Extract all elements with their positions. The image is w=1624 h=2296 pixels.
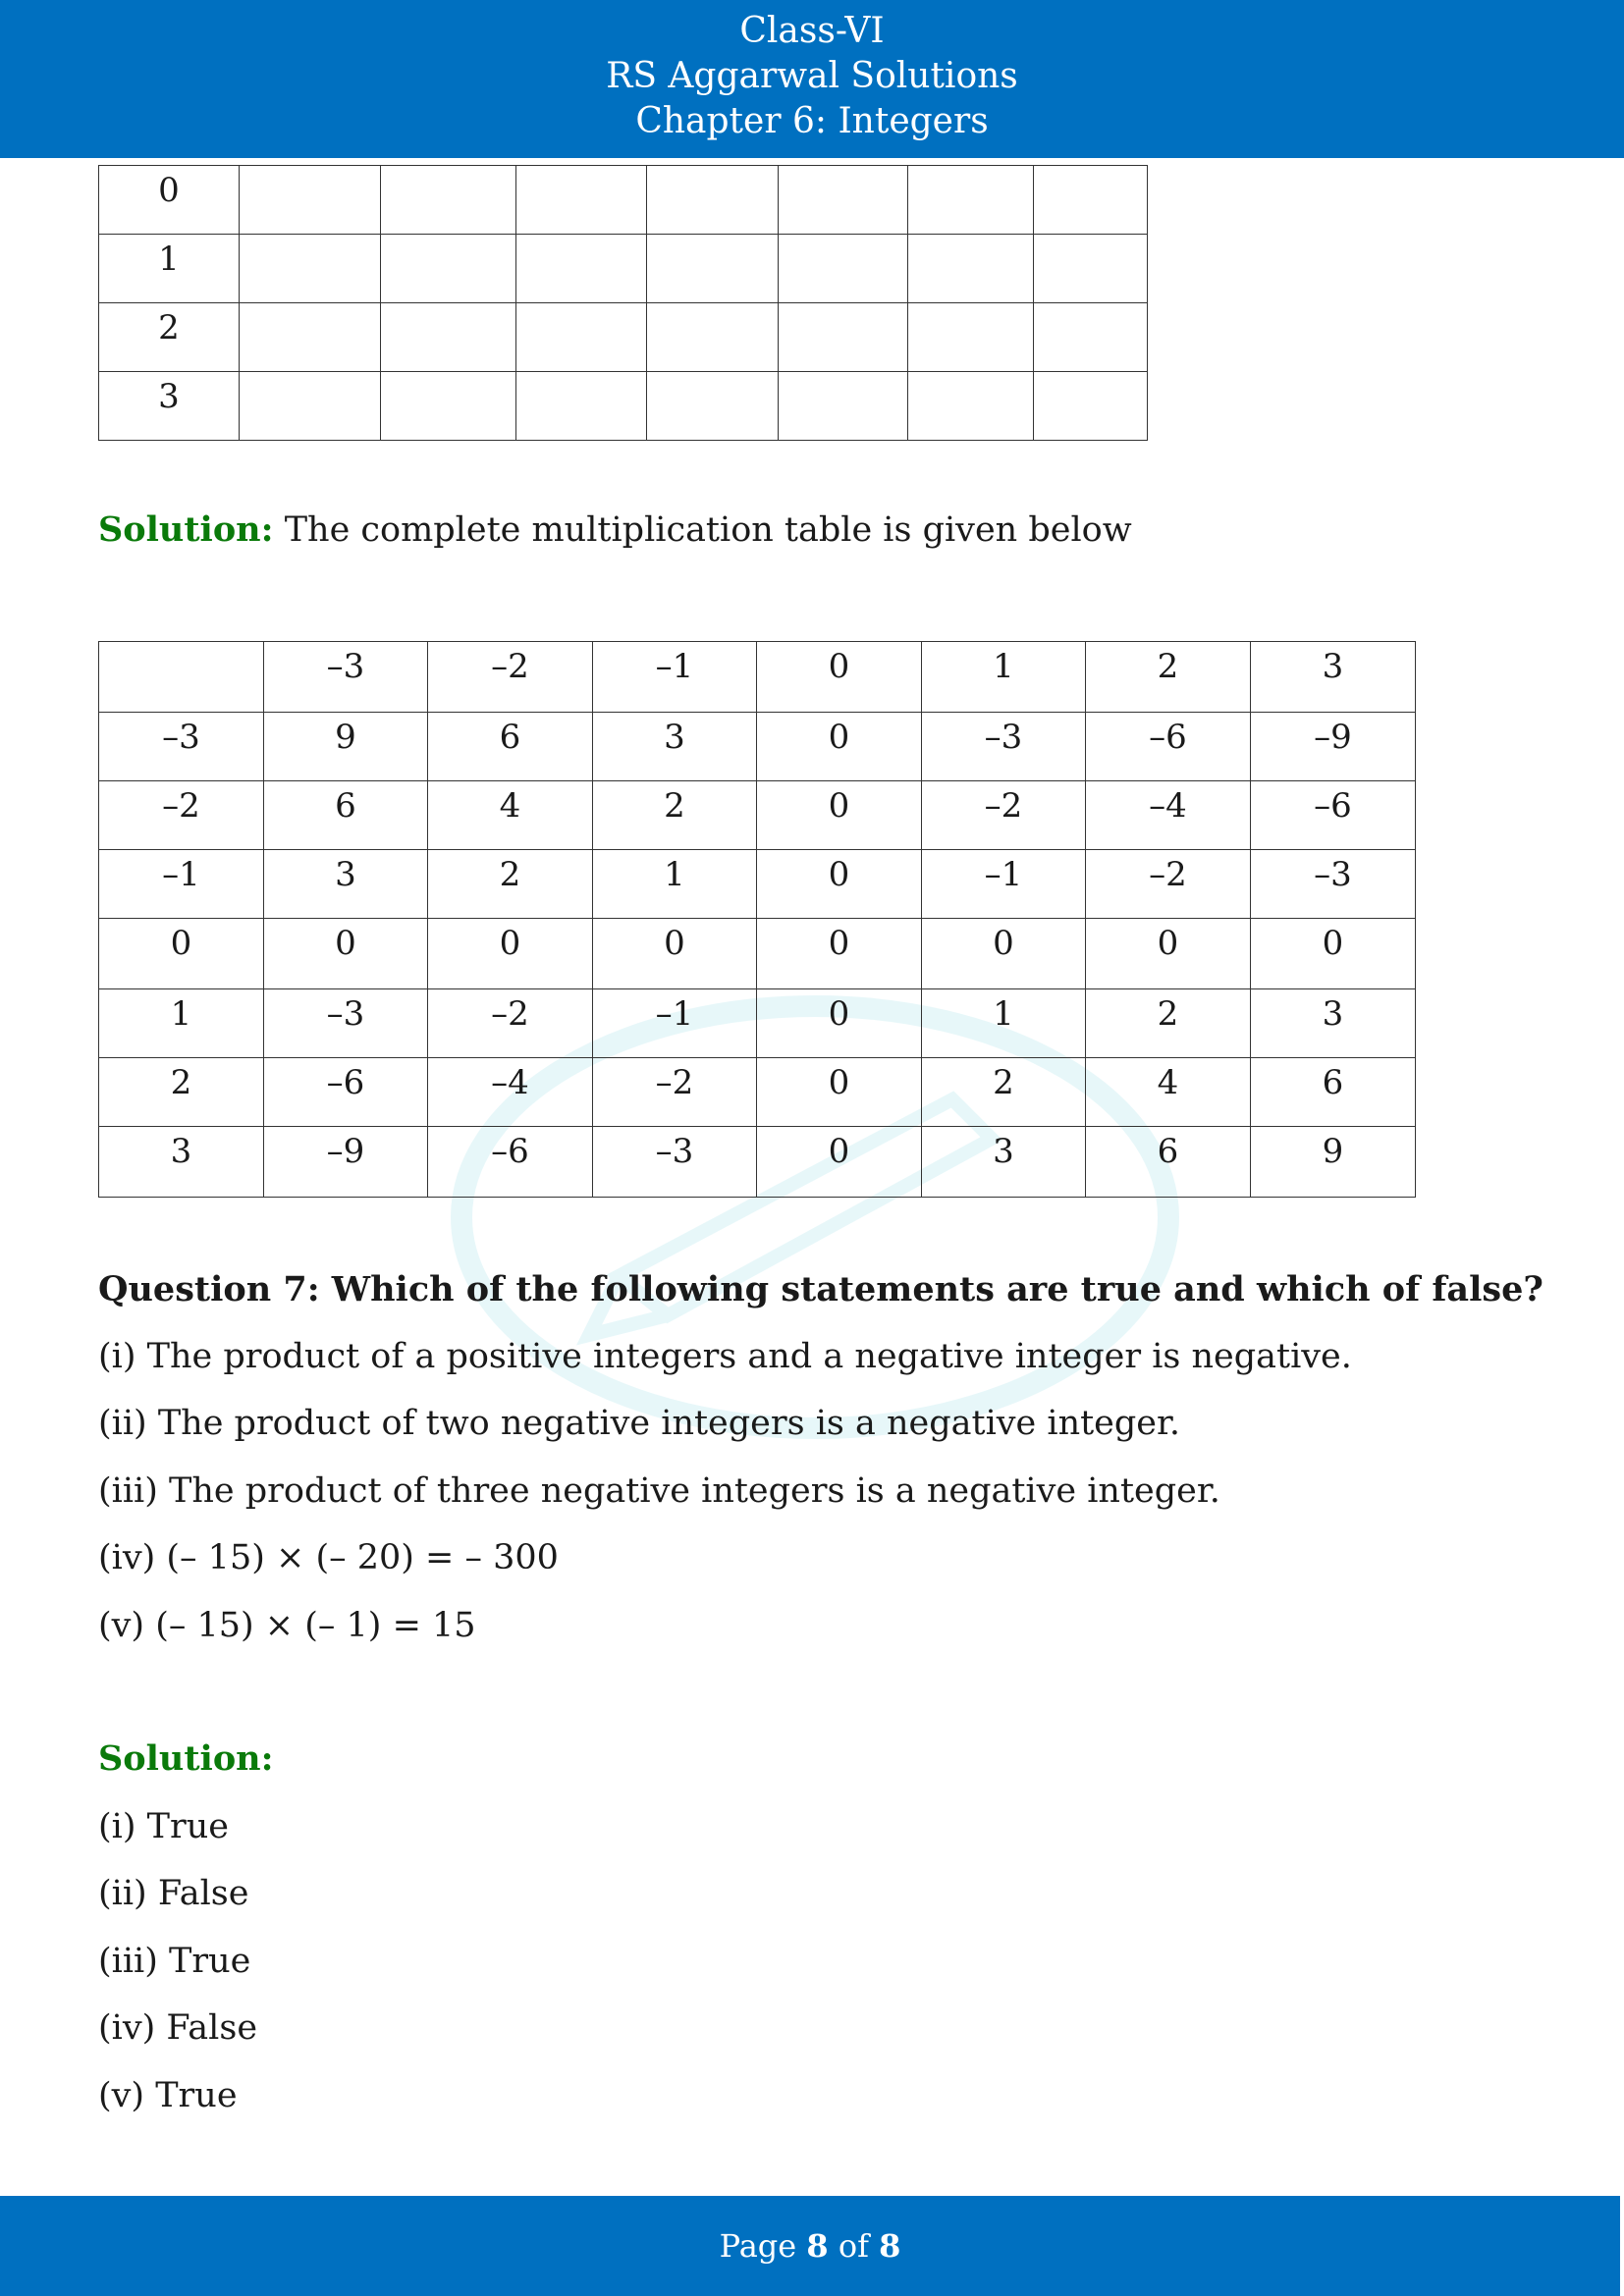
product-cell bbox=[428, 713, 593, 781]
column-header-cell bbox=[922, 642, 1086, 713]
partial-row-label bbox=[99, 166, 240, 235]
partial-empty-cell bbox=[516, 235, 647, 303]
cell-text: 0 bbox=[1322, 924, 1344, 963]
question-item: (iv) (– 15) × (– 20) = – 300 bbox=[98, 1538, 559, 1577]
table-row bbox=[99, 850, 1416, 919]
row-header-cell bbox=[99, 919, 264, 989]
cell-text: 3 bbox=[335, 855, 356, 894]
product-cell bbox=[264, 781, 428, 850]
product-cell bbox=[1086, 713, 1251, 781]
partial-empty-cell bbox=[1034, 303, 1148, 372]
product-cell bbox=[1251, 713, 1416, 781]
question-item: (v) (– 15) × (– 1) = 15 bbox=[98, 1606, 476, 1645]
product-cell bbox=[1086, 1127, 1251, 1198]
partial-empty-cell bbox=[516, 303, 647, 372]
partial-empty-cell bbox=[240, 166, 381, 235]
answer-item: (i) True bbox=[98, 1807, 229, 1846]
partial-empty-cell bbox=[908, 235, 1034, 303]
cell-text: 2 bbox=[158, 308, 180, 347]
column-header-cell bbox=[757, 642, 922, 713]
product-cell bbox=[428, 781, 593, 850]
cell-text: –1 bbox=[984, 855, 1023, 894]
partial-empty-cell bbox=[647, 166, 779, 235]
cell-text: 6 bbox=[1322, 1063, 1344, 1102]
product-cell bbox=[922, 1127, 1086, 1198]
cell-text: 0 bbox=[335, 924, 356, 963]
product-cell bbox=[1086, 989, 1251, 1058]
header-class: Class-VI bbox=[739, 11, 885, 51]
cell-text: 0 bbox=[828, 1132, 850, 1171]
column-header-cell bbox=[264, 642, 428, 713]
cell-text: 6 bbox=[499, 718, 521, 757]
cell-text: –3 bbox=[162, 718, 200, 757]
product-cell bbox=[922, 989, 1086, 1058]
product-cell bbox=[922, 1058, 1086, 1127]
product-cell bbox=[428, 850, 593, 919]
cell-text: –1 bbox=[655, 647, 694, 686]
footer-prefix: Page bbox=[719, 2227, 797, 2265]
cell-text: –2 bbox=[491, 994, 529, 1034]
cell-text: 0 bbox=[170, 924, 192, 963]
partial-empty-cell bbox=[908, 166, 1034, 235]
partial-table-row bbox=[99, 235, 1148, 303]
partial-empty-cell bbox=[516, 166, 647, 235]
cell-text: 9 bbox=[335, 718, 356, 757]
partial-empty-cell bbox=[1034, 166, 1148, 235]
cell-text: –1 bbox=[162, 855, 200, 894]
product-cell bbox=[757, 713, 922, 781]
product-cell bbox=[264, 850, 428, 919]
partial-empty-cell bbox=[240, 303, 381, 372]
product-cell bbox=[757, 919, 922, 989]
table-row bbox=[99, 781, 1416, 850]
answer-item: (ii) False bbox=[98, 1874, 249, 1913]
cell-text: 6 bbox=[335, 786, 356, 826]
cell-text: 3 bbox=[1322, 647, 1344, 686]
cell-text: –2 bbox=[491, 647, 529, 686]
cell-text: 0 bbox=[158, 171, 180, 210]
cell-text: –2 bbox=[655, 1063, 694, 1102]
cell-text: 3 bbox=[993, 1132, 1014, 1171]
partial-empty-cell bbox=[1034, 235, 1148, 303]
product-cell bbox=[264, 919, 428, 989]
solution-text: The complete multiplication table is given below bbox=[284, 510, 1132, 550]
product-cell bbox=[1251, 1058, 1416, 1127]
footer-total-pages: 8 bbox=[879, 2227, 901, 2265]
product-cell bbox=[593, 1058, 757, 1127]
row-header-cell bbox=[99, 1058, 264, 1127]
product-cell bbox=[1086, 1058, 1251, 1127]
product-cell bbox=[1086, 919, 1251, 989]
partial-empty-cell bbox=[381, 372, 516, 441]
cell-text: 1 bbox=[170, 994, 192, 1034]
page-header bbox=[0, 0, 1624, 158]
question-item: (i) The product of a positive integers and a negative integer is negative. bbox=[98, 1337, 1352, 1376]
cell-text: –9 bbox=[326, 1132, 365, 1171]
cell-text: 0 bbox=[828, 786, 850, 826]
cell-text: –3 bbox=[326, 994, 365, 1034]
product-cell bbox=[922, 713, 1086, 781]
product-cell bbox=[1251, 781, 1416, 850]
question-7-title: Question 7: Which of the following statements are true and which of false? bbox=[98, 1269, 1543, 1309]
cell-text: 2 bbox=[1157, 647, 1179, 686]
table-row bbox=[99, 989, 1416, 1058]
footer-current-page: 8 bbox=[806, 2227, 829, 2265]
product-cell bbox=[1251, 919, 1416, 989]
product-cell bbox=[922, 781, 1086, 850]
cell-text: –3 bbox=[984, 718, 1023, 757]
answer-item: (iv) False bbox=[98, 2008, 258, 2048]
partial-empty-cell bbox=[779, 303, 908, 372]
solution-1 bbox=[98, 508, 1132, 552]
cell-text: –4 bbox=[491, 1063, 529, 1102]
cell-text: 2 bbox=[499, 855, 521, 894]
cell-text: 0 bbox=[828, 994, 850, 1034]
row-header-cell bbox=[99, 781, 264, 850]
partial-table-row bbox=[99, 166, 1148, 235]
cell-text: 6 bbox=[1157, 1132, 1179, 1171]
product-cell bbox=[1086, 781, 1251, 850]
column-header-cell bbox=[593, 642, 757, 713]
product-cell bbox=[264, 1058, 428, 1127]
table-row bbox=[99, 1058, 1416, 1127]
partial-empty-cell bbox=[647, 303, 779, 372]
cell-text: 0 bbox=[828, 855, 850, 894]
product-cell bbox=[593, 781, 757, 850]
solution-2-label: Solution: bbox=[98, 1738, 274, 1779]
product-cell bbox=[1251, 850, 1416, 919]
cell-text: 2 bbox=[664, 786, 685, 826]
cell-text: 1 bbox=[158, 240, 180, 279]
product-cell bbox=[264, 989, 428, 1058]
solution-label: Solution: bbox=[98, 509, 274, 550]
cell-text: 3 bbox=[158, 377, 180, 416]
question-item: (iii) The product of three negative integers is a negative integer. bbox=[98, 1471, 1220, 1511]
page-footer bbox=[0, 2196, 1620, 2296]
cell-text: –6 bbox=[326, 1063, 365, 1102]
partial-empty-cell bbox=[381, 303, 516, 372]
partial-empty-cell bbox=[240, 372, 381, 441]
cell-text: –1 bbox=[655, 994, 694, 1034]
product-cell bbox=[757, 781, 922, 850]
answer-item: (v) True bbox=[98, 2076, 238, 2115]
multiplication-table bbox=[98, 641, 1416, 1198]
cell-text: –2 bbox=[1149, 855, 1187, 894]
product-cell bbox=[757, 1058, 922, 1127]
cell-text: –6 bbox=[1314, 786, 1352, 826]
row-header-cell bbox=[99, 713, 264, 781]
cell-text: 4 bbox=[499, 786, 521, 826]
answer-item: (iii) True bbox=[98, 1942, 251, 1981]
product-cell bbox=[264, 1127, 428, 1198]
cell-text: 2 bbox=[170, 1063, 192, 1102]
partial-empty-cell bbox=[779, 372, 908, 441]
product-cell bbox=[428, 919, 593, 989]
partial-empty-cell bbox=[381, 235, 516, 303]
cell-text: –2 bbox=[162, 786, 200, 826]
cell-text: 0 bbox=[828, 718, 850, 757]
product-cell bbox=[922, 850, 1086, 919]
partial-empty-cell bbox=[647, 372, 779, 441]
column-header-cell bbox=[428, 642, 593, 713]
column-header-cell bbox=[99, 642, 264, 713]
partial-empty-cell bbox=[516, 372, 647, 441]
partial-empty-cell bbox=[908, 303, 1034, 372]
row-header-cell bbox=[99, 989, 264, 1058]
partial-empty-cell bbox=[908, 372, 1034, 441]
product-cell bbox=[428, 1058, 593, 1127]
cell-text: 9 bbox=[1322, 1132, 1344, 1171]
product-cell bbox=[428, 1127, 593, 1198]
table-row bbox=[99, 1127, 1416, 1198]
product-cell bbox=[922, 919, 1086, 989]
partial-empty-cell bbox=[647, 235, 779, 303]
product-cell bbox=[757, 1127, 922, 1198]
partial-empty-cell bbox=[381, 166, 516, 235]
cell-text: 1 bbox=[993, 994, 1014, 1034]
header-chapter: Chapter 6: Integers bbox=[635, 101, 989, 141]
cell-text: 2 bbox=[1157, 994, 1179, 1034]
cell-text: 4 bbox=[1157, 1063, 1179, 1102]
row-header-cell bbox=[99, 1127, 264, 1198]
cell-text: –9 bbox=[1314, 718, 1352, 757]
table-header-row bbox=[99, 642, 1416, 713]
cell-text: 1 bbox=[993, 647, 1014, 686]
cell-text: –3 bbox=[326, 647, 365, 686]
cell-text: 0 bbox=[993, 924, 1014, 963]
product-cell bbox=[264, 713, 428, 781]
column-header-cell bbox=[1086, 642, 1251, 713]
partial-row-label bbox=[99, 303, 240, 372]
cell-text: –3 bbox=[1314, 855, 1352, 894]
partial-table-row bbox=[99, 372, 1148, 441]
partial-empty-cell bbox=[779, 166, 908, 235]
product-cell bbox=[593, 850, 757, 919]
partial-table bbox=[98, 165, 1148, 441]
partial-empty-cell bbox=[779, 235, 908, 303]
cell-text: 0 bbox=[664, 924, 685, 963]
product-cell bbox=[593, 919, 757, 989]
partial-row-label bbox=[99, 372, 240, 441]
table-row bbox=[99, 713, 1416, 781]
question-item: (ii) The product of two negative integers is a negative integer. bbox=[98, 1404, 1181, 1443]
cell-text: 0 bbox=[828, 924, 850, 963]
partial-row-label bbox=[99, 235, 240, 303]
cell-text: –6 bbox=[1149, 718, 1187, 757]
product-cell bbox=[593, 713, 757, 781]
footer-of: of bbox=[838, 2227, 869, 2265]
partial-empty-cell bbox=[1034, 372, 1148, 441]
cell-text: 0 bbox=[828, 1063, 850, 1102]
cell-text: 0 bbox=[828, 647, 850, 686]
column-header-cell bbox=[1251, 642, 1416, 713]
product-cell bbox=[593, 1127, 757, 1198]
cell-text: –6 bbox=[491, 1132, 529, 1171]
cell-text: 3 bbox=[1322, 994, 1344, 1034]
cell-text: 3 bbox=[170, 1132, 192, 1171]
product-cell bbox=[428, 989, 593, 1058]
table-row bbox=[99, 919, 1416, 989]
cell-text: 0 bbox=[499, 924, 521, 963]
product-cell bbox=[757, 850, 922, 919]
cell-text: 0 bbox=[1157, 924, 1179, 963]
cell-text: –3 bbox=[655, 1132, 694, 1171]
cell-text bbox=[99, 642, 263, 650]
cell-text: 1 bbox=[664, 855, 685, 894]
cell-text: 2 bbox=[993, 1063, 1014, 1102]
partial-table-row bbox=[99, 303, 1148, 372]
partial-empty-cell bbox=[240, 235, 381, 303]
product-cell bbox=[1251, 989, 1416, 1058]
cell-text: –2 bbox=[984, 786, 1023, 826]
product-cell bbox=[1251, 1127, 1416, 1198]
product-cell bbox=[757, 989, 922, 1058]
product-cell bbox=[593, 989, 757, 1058]
cell-text: –4 bbox=[1149, 786, 1187, 826]
product-cell bbox=[1086, 850, 1251, 919]
cell-text: 3 bbox=[664, 718, 685, 757]
header-book: RS Aggarwal Solutions bbox=[606, 56, 1018, 96]
row-header-cell bbox=[99, 850, 264, 919]
